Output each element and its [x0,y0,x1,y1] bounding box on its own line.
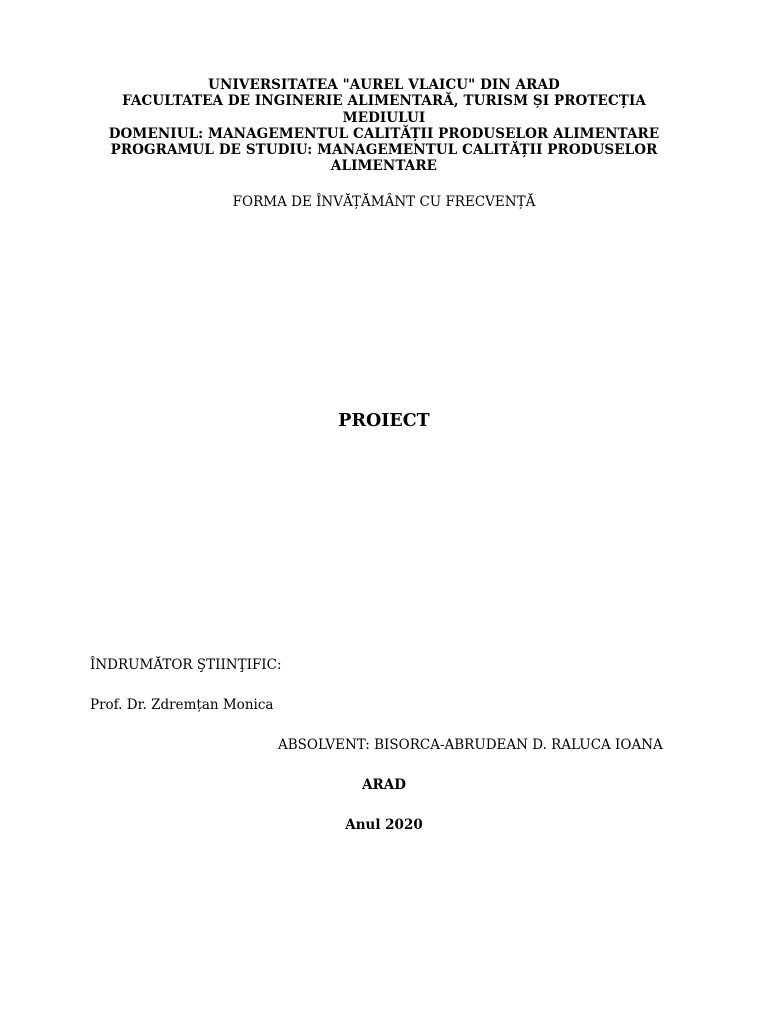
study-program: PROGRAMUL DE STUDIU: MANAGEMENTUL CALITĂȚII PRODUSELOR ALIMENTARE [110,142,658,175]
year: Anul 2020 [345,817,423,833]
institution-header [80,77,688,175]
faculty-name: FACULTATEA DE INGINERIE ALIMENTARĂ, TURISM ȘI PROTECȚIA MEDIULUI [122,93,646,126]
city: ARAD [362,777,406,793]
graduate-name: ABSOLVENT: BISORCA-ABRUDEAN D. RALUCA IOANA [278,737,663,753]
document-title: PROIECT [338,411,430,431]
university-name: UNIVERSITATEA "AUREL VLAICU" DIN ARAD [208,77,560,93]
supervisor-label: ÎNDRUMĂTOR ŞTIINŢIFIC: [90,657,282,673]
study-domain: DOMENIUL: MANAGEMENTUL CALITĂȚII PRODUSELOR ALIMENTARE [108,125,660,142]
supervisor-name: Prof. Dr. Zdremțan Monica [90,697,274,713]
study-form: FORMA DE ÎNVĂȚĂMÂNT CU FRECVENȚĂ [232,194,536,210]
